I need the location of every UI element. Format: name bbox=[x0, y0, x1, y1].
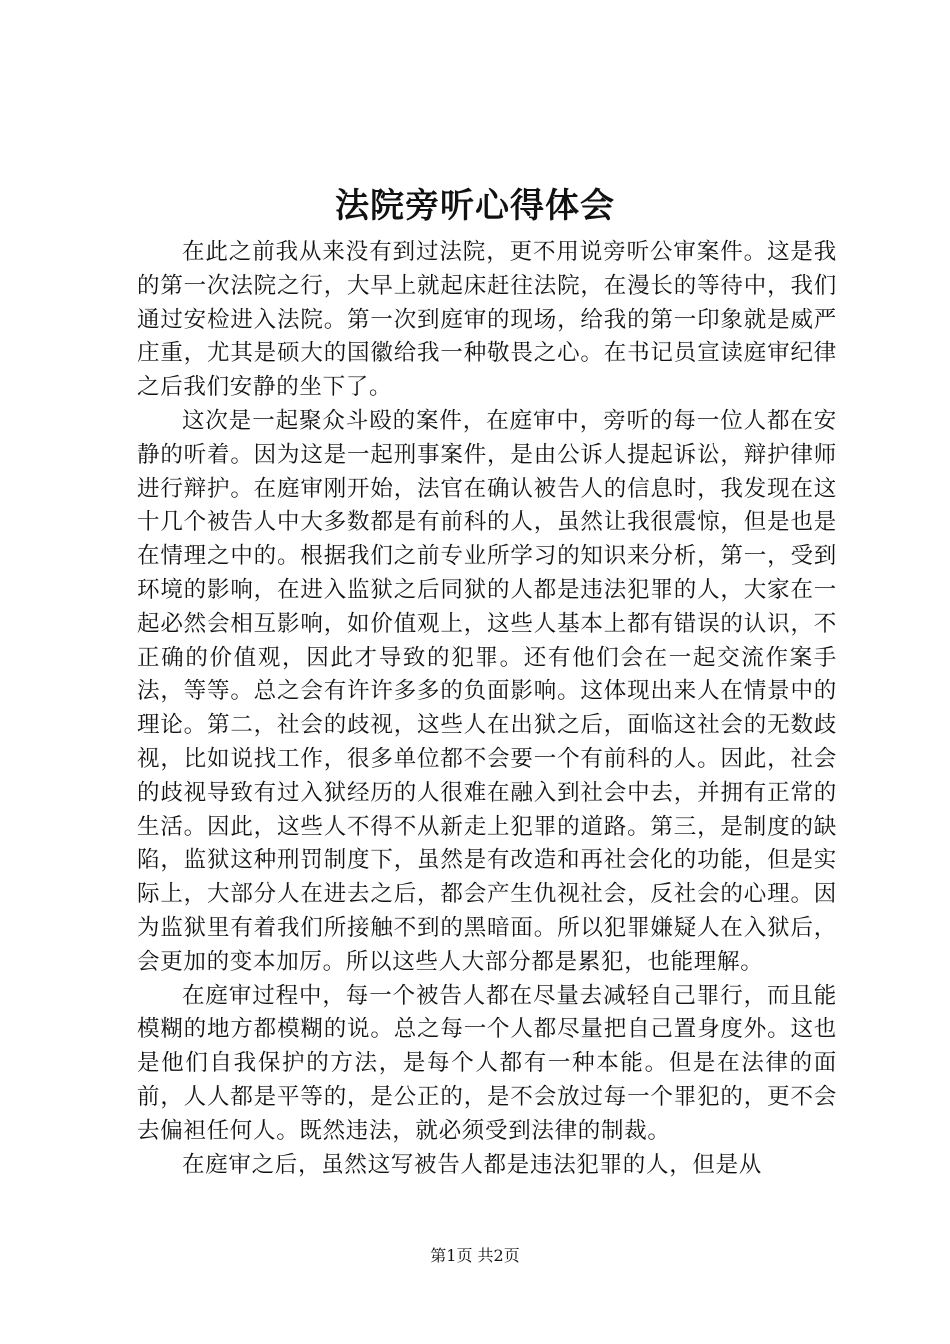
page-footer: 第1页 共2页 bbox=[430, 1246, 520, 1265]
document-body bbox=[137, 236, 837, 1182]
paragraph-4: 在庭审之后，虽然这写被告人都是违法犯罪的人，但是从 bbox=[182, 1151, 763, 1178]
paragraph-2: 这次是一起聚众斗殴的案件，在庭审中，旁听的每一位人都在安静的听着。因为这是一起刑事案件，是由公诉人提起诉讼，辩护律师进行辩护。在庭审刚开始，法官在确认被告人的信息时，我发现在这十几个被告人中大多数都是有前科的人，虽然让我很震惊，但是也是在情理之中的。根据我们之前专业所学习的知识来分析，第一，受到环境的影响，在进入监狱之后同狱的人都是违法犯罪的人，大家在一起必然会相互影响，如价值观上，这些人基本上都有错误的认识，不正确的价值观，因此才导致的犯罪。还有他们会在一起交流作案手法，等等。总之会有许许多多的负面影响。这体现出来人在情景中的理论。第二，社会的歧视，这些人在出狱之后，面临这社会的无数歧视，比如说找工作，很多单位都不会要一个有前科的人。因此，社会的歧视导致有过入狱经历的人很难在融入到社会中去，并拥有正常的生活。因此，这些人不得不从新走上犯罪的道路。第三，是制度的缺陷，监狱这种刑罚制度下，虽然是有改造和再社会化的功能，但是实际上，大部分人在进去之后，都会产生仇视社会，反社会的心理。因为监狱里有着我们所接触不到的黑暗面。所以犯罪嫌疑人在入狱后，会更加的变本加厉。所以这些人大部分都是累犯，也能理解。 bbox=[137, 407, 837, 975]
paragraph-1: 在此之前我从来没有到过法院，更不用说旁听公审案件。这是我的第一次法院之行，大早上就起床赶往法院，在漫长的等待中，我们通过安检进入法院。第一次到庭审的现场，给我的第一印象就是威严庄重，尤其是硕大的国徽给我一种敬畏之心。在书记员宣读庭审纪律之后我们安静的坐下了。 bbox=[137, 239, 837, 401]
paragraph-3: 在庭审过程中，每一个被告人都在尽量去减轻自己罪行，而且能模糊的地方都模糊的说。总之每一个人都尽量把自己置身度外。这也是他们自我保护的方法，是每个人都有一种本能。但是在法律的面前，人人都是平等的，是公正的，是不会放过每一个罪犯的，更不会去偏袒任何人。既然违法，就必须受到法律的制裁。 bbox=[137, 982, 837, 1144]
document-title: 法院旁听心得体会 bbox=[335, 186, 615, 226]
